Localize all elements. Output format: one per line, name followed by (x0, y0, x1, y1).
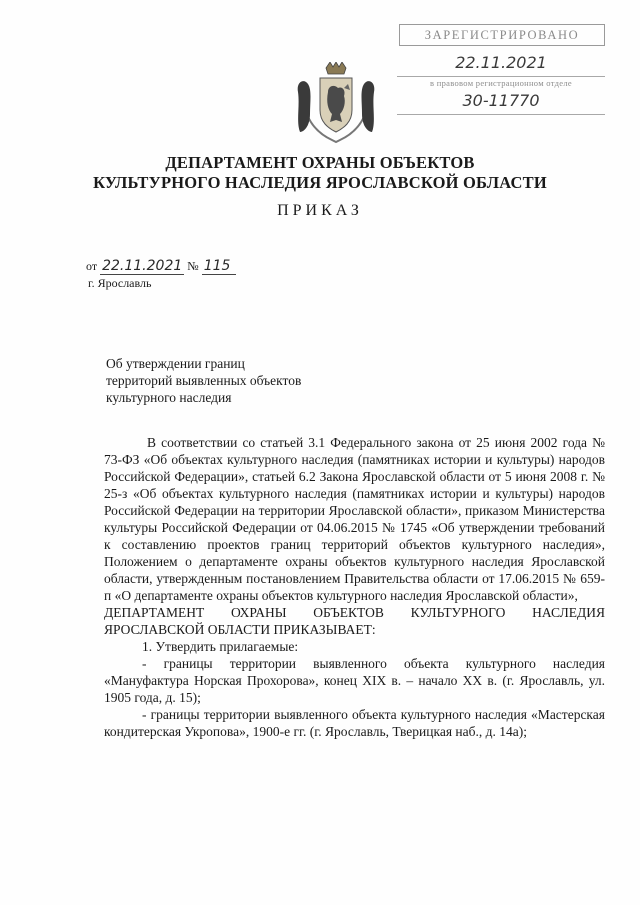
sub-item-1: - границы территории выявленного объекта культурного наследия «Мануфактура Норская Прохорова», конец XIX в. – начало XX в. (г. Ярославль, ул. 1905 года, д. 15); (104, 656, 605, 705)
document-type: ПРИКАЗ (277, 202, 363, 219)
item-1: 1. Утвердить прилагаемые: (142, 639, 299, 654)
date-number-line (86, 258, 236, 278)
subject-block (106, 355, 406, 406)
department-line-2: КУЛЬТУРНОГО НАСЛЕДИЯ ЯРОСЛАВСКОЙ ОБЛАСТИ (93, 173, 547, 192)
stamp-org: в правовом регистрационном отделе (430, 78, 572, 88)
stamp-date: 22.11.2021 (397, 50, 605, 77)
stamp-title: ЗАРЕГИСТРИРОВАНО (399, 24, 605, 46)
subject-line: Об утверждении границ (106, 356, 245, 371)
city: г. Ярославль (88, 276, 152, 290)
subject-line: культурного наследия (106, 390, 232, 405)
coat-of-arms-icon (292, 62, 380, 144)
document-body (104, 434, 605, 740)
department-title (40, 153, 600, 193)
from-label: от (86, 259, 98, 273)
number-label: № (187, 259, 199, 273)
registration-stamp (393, 22, 611, 118)
stamp-number: 30-11770 (397, 88, 605, 115)
subject-line: территорий выявленных объектов (106, 373, 302, 388)
order-number: 115 (202, 258, 236, 275)
order-date: 22.11.2021 (102, 258, 183, 274)
sub-item-2: - границы территории выявленного объекта культурного наследия «Мастерская кондитерская Укропова», 1900-е гг. (г. Ярославль, Тверицкая наб., д. 14а); (104, 707, 605, 739)
order-line: ДЕПАРТАМЕНТ ОХРАНЫ ОБЪЕКТОВ КУЛЬТУРНОГО НАСЛЕДИЯ ЯРОСЛАВСКОЙ ОБЛАСТИ ПРИКАЗЫВАЕТ: (104, 605, 605, 637)
preamble-paragraph: В соответствии со статьей 3.1 Федерального закона от 25 июня 2002 года № 73-ФЗ «Об объектах культурного наследия (памятниках истории и культуры) народов Российской Федерации», статьей 6.2 Закона Ярославской области от 5 июня 2008 г. № 25-з «Об объектах культурного наследия (памятниках истории и культуры) народов Российской Федерации на территории Ярославской области», приказом Министерства культуры Российской Федерации от 04.06.2015 № 1745 «Об утверждении требований к составлению проектов границ территорий объектов культурного наследия», Положением о департаменте охраны объектов культурного наследия Ярославской области, утвержденным постановлением Правительства области от 17.06.2015 № 659-п «О департаменте охраны объектов культурного наследия Ярославской области», (104, 435, 605, 603)
department-line-1: ДЕПАРТАМЕНТ ОХРАНЫ ОБЪЕКТОВ (165, 153, 475, 172)
